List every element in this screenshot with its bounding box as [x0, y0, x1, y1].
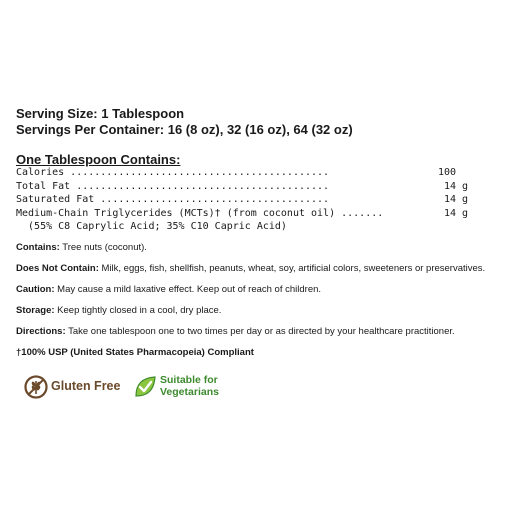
fact-name: Total Fat .......................................... — [16, 180, 330, 192]
fact-name: Calories ........................................... — [16, 167, 330, 178]
gluten-free-badge — [24, 374, 121, 400]
fact-name: (55% C8 Caprylic Acid; 35% C10 Capric Acid) — [16, 221, 287, 232]
note-label: Does Not Contain: — [16, 263, 99, 274]
serving-size: Serving Size: 1 Tablespoon — [16, 106, 185, 121]
contains-note — [16, 242, 147, 254]
vegetarian-line-1: Suitable for — [160, 374, 218, 386]
fact-row — [16, 193, 468, 207]
fact-value: 14 g — [444, 180, 469, 192]
leaf-check-icon — [132, 374, 158, 400]
note-label: Storage: — [16, 305, 55, 316]
vegetarian-badge — [132, 374, 232, 400]
fact-value: 14 g — [444, 194, 469, 205]
fact-value: 14 g — [444, 207, 469, 219]
wheat-crossed-icon — [24, 375, 48, 399]
usp-note: †100% USP (United States Pharmacopeia) Compliant — [16, 347, 254, 358]
note-label: Contains: — [16, 242, 60, 253]
note-label: Directions: — [16, 326, 66, 337]
fact-row — [16, 180, 468, 194]
fact-name: Medium-Chain Triglycerides (MCTs)† (from coconut oil) ....... — [16, 207, 384, 219]
note-label: Caution: — [16, 284, 55, 295]
note-text: Take one tablespoon one to two times per day or as directed by your healthcare practitioner. — [65, 326, 455, 337]
gluten-free-label: Gluten Free — [51, 379, 121, 393]
note-text: Milk, eggs, fish, shellfish, peanuts, wheat, soy, artificial colors, sweeteners or preservatives. — [98, 263, 486, 274]
contains-title: One Tablespoon Contains: — [16, 152, 181, 167]
fact-name: Saturated Fat ...................................... — [16, 194, 330, 205]
fact-row — [16, 220, 468, 234]
storage-note — [16, 305, 221, 317]
note-text: Keep tightly closed in a cool, dry place. — [54, 305, 222, 316]
fact-row — [16, 166, 468, 180]
caution-note — [16, 284, 321, 296]
servings-per-container: Servings Per Container: 16 (8 oz), 32 (16 oz), 64 (32 oz) — [16, 122, 353, 137]
facts-table — [16, 166, 468, 234]
note-text: Tree nuts (coconut). — [59, 242, 147, 253]
note-text: May cause a mild laxative effect. Keep out of reach of children. — [54, 284, 322, 295]
does-not-contain-note — [16, 263, 485, 275]
directions-note — [16, 326, 455, 338]
fact-row — [16, 207, 468, 221]
fact-value: 100 — [438, 167, 457, 178]
serving-info — [16, 106, 353, 138]
vegetarian-label — [160, 375, 219, 398]
vegetarian-line-2: Vegetarians — [160, 385, 219, 398]
